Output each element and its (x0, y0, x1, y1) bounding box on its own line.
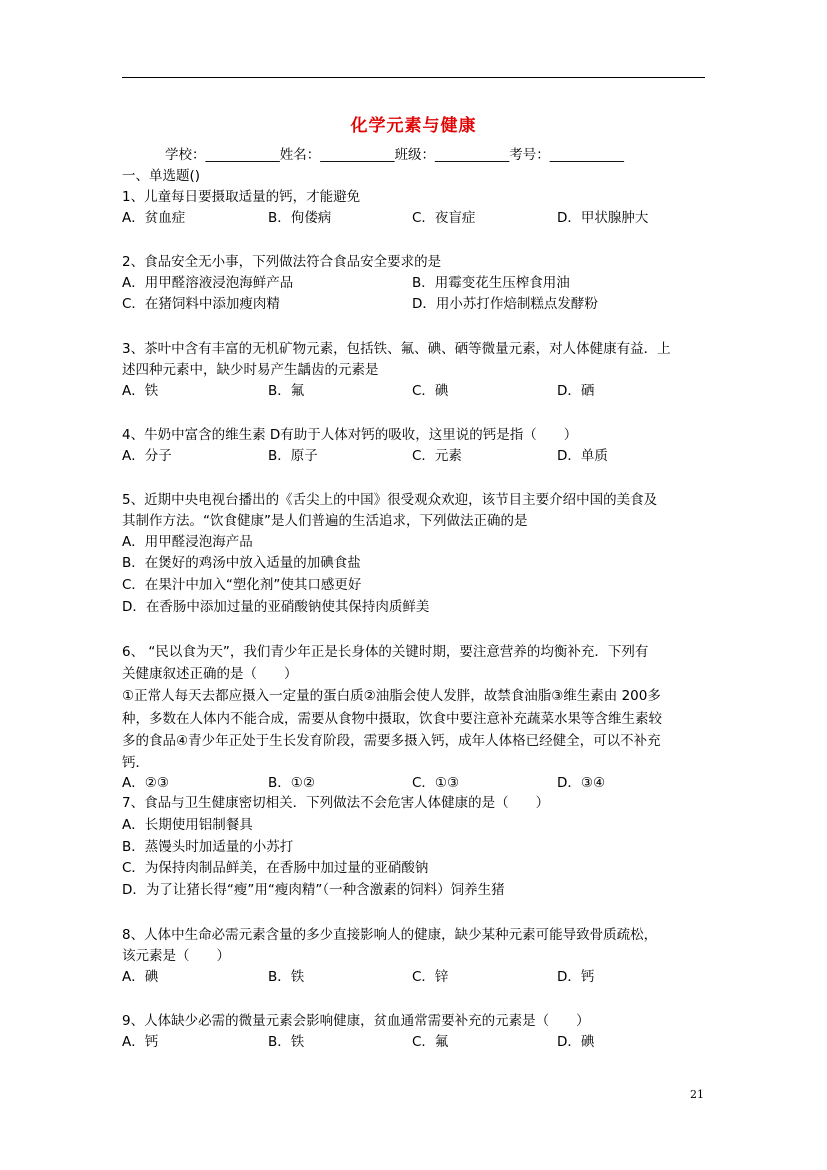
question-6-stem-line-6: 钙． (122, 755, 149, 771)
q7-option-a: A．长期使用铝制餐具 (122, 817, 253, 833)
q6-option-a: A．②③ (122, 775, 169, 791)
q9-option-b: B．铁 (268, 1034, 305, 1050)
question-9-stem: 9、人体缺少必需的微量元素会影响健康，贫血通常需要补充的元素是（ ） (122, 1013, 590, 1029)
q6-option-d: D．③④ (557, 775, 606, 791)
question-3-stem-line-1: 3、茶叶中含有丰富的无机矿物元素，包括铁、氟、碘、硒等微量元素，对人体健康有益．上 (122, 341, 671, 357)
q2-option-d: D．用小苏打作焙制糕点发酵粉 (412, 296, 598, 312)
q3-option-c: C．碘 (412, 383, 449, 399)
q5-option-b: B．在煲好的鸡汤中放入适量的加碘食盐 (122, 555, 361, 571)
q8-option-d: D．钙 (557, 969, 595, 985)
q1-option-b: B．佝偻病 (268, 210, 332, 226)
question-6-stem-line-3: ①正常人每天去都应摄入一定量的蛋白质②油脂会使人发胖，故禁食油脂③维生素由 200多 (122, 688, 661, 704)
q2-option-c: C．在猪饲料中添加瘦肉精 (122, 296, 280, 312)
q8-option-b: B．铁 (268, 969, 305, 985)
q5-option-a: A．用甲醛浸泡海产品 (122, 534, 253, 550)
question-6-stem-line-5: 多的食品④青少年正处于生长发育阶段，需要多摄入钙，成年人体格已经健全，可以不补充 (122, 733, 661, 749)
page-number: 21 (690, 1088, 704, 1101)
q4-option-a: A．分子 (122, 448, 172, 464)
question-5-stem-line-2: 其制作方法。“饮食健康”是人们普遍的生活追求，下列做法正确的是 (122, 513, 528, 529)
question-1-stem: 1、儿童每日要摄取适量的钙，才能避免 (122, 189, 361, 205)
q8-option-c: C．锌 (412, 969, 449, 985)
q9-option-a: A．钙 (122, 1034, 159, 1050)
question-3-stem-line-2: 述四种元素中，缺少时易产生龋齿的元素是 (122, 362, 379, 378)
q5-option-d: D．在香肠中添加过量的亚硝酸钠使其保持肉质鲜美 (122, 599, 430, 615)
document-title: 化学元素与健康 (350, 116, 477, 136)
q1-option-d: D．甲状腺肿大 (557, 210, 649, 226)
q4-option-d: D．单质 (557, 448, 608, 464)
q6-option-b: B．①② (268, 775, 315, 791)
q2-option-a: A．用甲醛溶液浸泡海鲜产品 (122, 275, 294, 291)
q4-option-c: C．元素 (412, 448, 462, 464)
q9-option-c: C．氟 (412, 1034, 449, 1050)
q2-option-b: B．用霉变花生压榨食用油 (412, 275, 570, 291)
question-8-stem-line-1: 8、人体中生命必需元素含量的多少直接影响人的健康，缺少某种元素可能导致骨质疏松， (122, 927, 658, 943)
q7-option-b: B．蒸馒头时加适量的小苏打 (122, 839, 294, 855)
q1-option-c: C．夜盲症 (412, 210, 476, 226)
q3-option-a: A．铁 (122, 383, 159, 399)
question-5-stem-line-1: 5、近期中央电视台播出的《舌尖上的中国》很受观众欢迎，该节目主要介绍中国的美食及 (122, 492, 658, 508)
question-6-stem-line-1: 6、 “民以食为天”，我们青少年正是长身体的关键时期，要注意营养的均衡补充．下列有 (122, 644, 649, 660)
question-8-stem-line-2: 该元素是（ ） (122, 948, 230, 964)
header-rule (122, 77, 705, 78)
q4-option-b: B．原子 (268, 448, 318, 464)
q5-option-c: C．在果汁中加入“塑化剂”使其口感更好 (122, 577, 362, 593)
q6-option-c: C．①③ (412, 775, 460, 791)
question-7-stem: 7、食品与卫生健康密切相关．下列做法不会危害人体健康的是（ ） (122, 795, 550, 811)
student-info-line: 学校：___________姓名：___________班级：___________考号：___________ (165, 147, 624, 163)
question-4-stem: 4、牛奶中富含的维生素 D有助于人体对钙的吸收，这里说的钙是指（ ） (122, 427, 578, 443)
q7-option-d: D．为了让猪长得“瘦”用“瘦肉精”（一种含激素的饲料）饲养生猪 (122, 882, 505, 898)
q3-option-d: D．硒 (557, 383, 595, 399)
q9-option-d: D．碘 (557, 1034, 595, 1050)
q8-option-a: A．碘 (122, 969, 159, 985)
question-6-stem-line-2: 关健康叙述正确的是（ ） (122, 666, 298, 682)
question-2-stem: 2、食品安全无小事，下列做法符合食品安全要求的是 (122, 254, 442, 270)
question-6-stem-line-4: 种，多数在人体内不能合成，需要从食物中摄取，饮食中要注意补充蔬菜水果等含维生素较 (122, 711, 662, 727)
q3-option-b: B．氟 (268, 383, 305, 399)
q7-option-c: C．为保持肉制品鲜美，在香肠中加过量的亚硝酸钠 (122, 860, 429, 876)
q1-option-a: A．贫血症 (122, 210, 186, 226)
section-heading: 一、单选题() (122, 168, 201, 184)
